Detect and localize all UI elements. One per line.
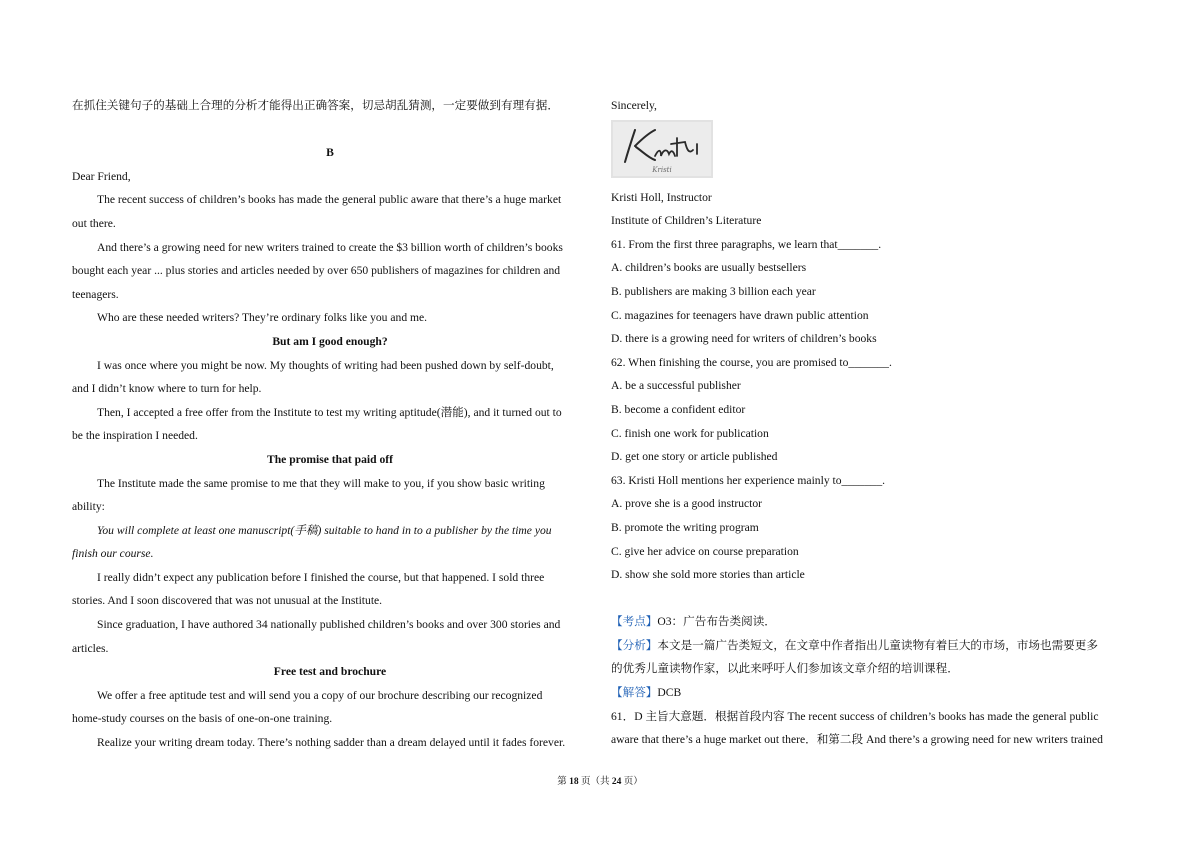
kaodian-line: [611, 610, 1131, 634]
jieda-text: DCB: [657, 686, 682, 700]
fenxi-text: 本文是一篇广告类短文，在文章中作者指出儿童读物有着巨大的市场，市场也需要更多: [657, 638, 1098, 652]
option-61-b: B. publishers are making 3 billion each year: [611, 284, 816, 298]
option-63-a: A. prove she is a good instructor: [611, 497, 763, 511]
paragraph-line: We offer a free aptitude test and will send you a copy of our brochure describing our recognized: [97, 688, 543, 702]
fenxi-label: 【分析】: [611, 638, 658, 652]
quote-line: finish our course.: [72, 547, 154, 561]
answer-line: 61．D 主旨大意题．根据首段内容 The recent success of children’s books has made the general public: [611, 709, 1099, 723]
page-footer: [0, 773, 1200, 787]
paragraph-line: and I didn’t know where to turn for help.: [72, 382, 262, 396]
paragraph-line: Since graduation, I have authored 34 nationally published children’s books and over 300 stories and: [97, 618, 561, 632]
option-62-a: A. be a successful publisher: [611, 379, 741, 393]
paragraph-line: ability:: [72, 500, 105, 514]
option-63-c: C. give her advice on course preparation: [611, 544, 799, 558]
footer-prefix: 第: [557, 777, 570, 787]
question-62: 62. When finishing the course, you are promised to_______.: [611, 355, 892, 369]
salutation: Dear Friend,: [72, 169, 131, 183]
spacer: [72, 118, 588, 142]
paragraph-line: bought each year ... plus stories and articles needed by over 650 publishers of magazines for children and: [72, 264, 561, 278]
paragraph-line: I was once where you might be now. My thoughts of writing had been pushed down by self-doubt,: [97, 358, 554, 372]
subheading-free-test: Free test and brochure: [273, 665, 387, 679]
left-column: [72, 94, 588, 755]
section-label: B: [326, 146, 334, 160]
option-62-c: C. finish one work for publication: [611, 426, 769, 440]
subheading-good-enough: But am I good enough?: [272, 334, 388, 348]
footer-suffix: 页）: [621, 777, 643, 787]
signer-name: Kristi Holl, Instructor: [611, 190, 712, 204]
closing: Sincerely,: [611, 99, 657, 112]
paragraph-line: And there’s a growing need for new writers trained to create the $3 billion worth of children’s books: [97, 240, 563, 254]
fenxi-line-2: 的优秀儿童读物作家，以此来呼吁人们参加该文章介绍的培训课程．: [611, 662, 959, 676]
fenxi-line: [611, 634, 1131, 658]
signature-image: [611, 120, 713, 178]
option-61-d: D. there is a growing need for writers of children’s books: [611, 332, 877, 346]
option-63-d: D. show she sold more stories than article: [611, 568, 805, 582]
paragraph-line: I really didn’t expect any publication before I finished the course, but that happened. I sold three: [97, 570, 545, 584]
question-63: 63. Kristi Holl mentions her experience mainly to_______.: [611, 473, 886, 487]
subheading-promise: The promise that paid off: [266, 452, 394, 466]
jieda-line: [611, 681, 1131, 705]
option-61-a: A. children’s books are usually bestsellers: [611, 261, 807, 275]
paragraph-line: Realize your writing dream today. There’s nothing sadder than a dream delayed until it fades forever.: [97, 736, 566, 750]
paragraph-line: Then, I accepted a free offer from the Institute to test my writing aptitude(潜能), and it turned out to: [97, 405, 562, 419]
option-61-c: C. magazines for teenagers have drawn public attention: [611, 308, 869, 322]
paragraph-line: The Institute made the same promise to me that they will make to you, if you show basic writing: [97, 476, 545, 490]
right-column: [611, 94, 1131, 752]
paragraph-line: articles.: [72, 641, 109, 655]
answer-line: aware that there’s a huge market out there．和第二段 And there’s a growing need for new writers trained: [611, 733, 1103, 747]
paragraph-line: home-study courses on the basis of one-on-one training.: [72, 712, 333, 726]
question-61: 61. From the first three paragraphs, we learn that_______.: [611, 237, 882, 251]
option-62-d: D. get one story or article published: [611, 450, 778, 464]
paragraph-line: teenagers.: [72, 287, 119, 301]
jieda-label: 【解答】: [611, 686, 658, 700]
signature-text: Kristi: [652, 165, 672, 174]
kaodian-text: O3：广告布告类阅读．: [657, 615, 776, 629]
quote-line: You will complete at least one manuscript(手稿) suitable to hand in to a publisher by the time you: [97, 523, 552, 537]
paragraph-line: stories. And I soon discovered that was not unusual at the Institute.: [72, 594, 383, 608]
paragraph-line: out there.: [72, 216, 116, 230]
option-62-b: B. become a confident editor: [611, 402, 746, 416]
intro-line: 在抓住关键句子的基础上合理的分析才能得出正确答案，切忌胡乱猜测，一定要做到有理有据．: [72, 99, 559, 112]
option-63-b: B. promote the writing program: [611, 520, 759, 534]
footer-total-pages: 24: [611, 777, 622, 787]
footer-middle: 页（共: [578, 777, 612, 787]
signer-organization: Institute of Children’s Literature: [611, 214, 762, 228]
footer-page-number: 18: [569, 777, 579, 787]
paragraph-line: The recent success of children’s books has made the general public aware that there’s a huge market: [97, 193, 562, 207]
paragraph-line: Who are these needed writers? They’re ordinary folks like you and me.: [97, 311, 428, 325]
spacer: [611, 587, 1131, 611]
kaodian-label: 【考点】: [611, 615, 658, 629]
paragraph-line: be the inspiration I needed.: [72, 429, 198, 443]
